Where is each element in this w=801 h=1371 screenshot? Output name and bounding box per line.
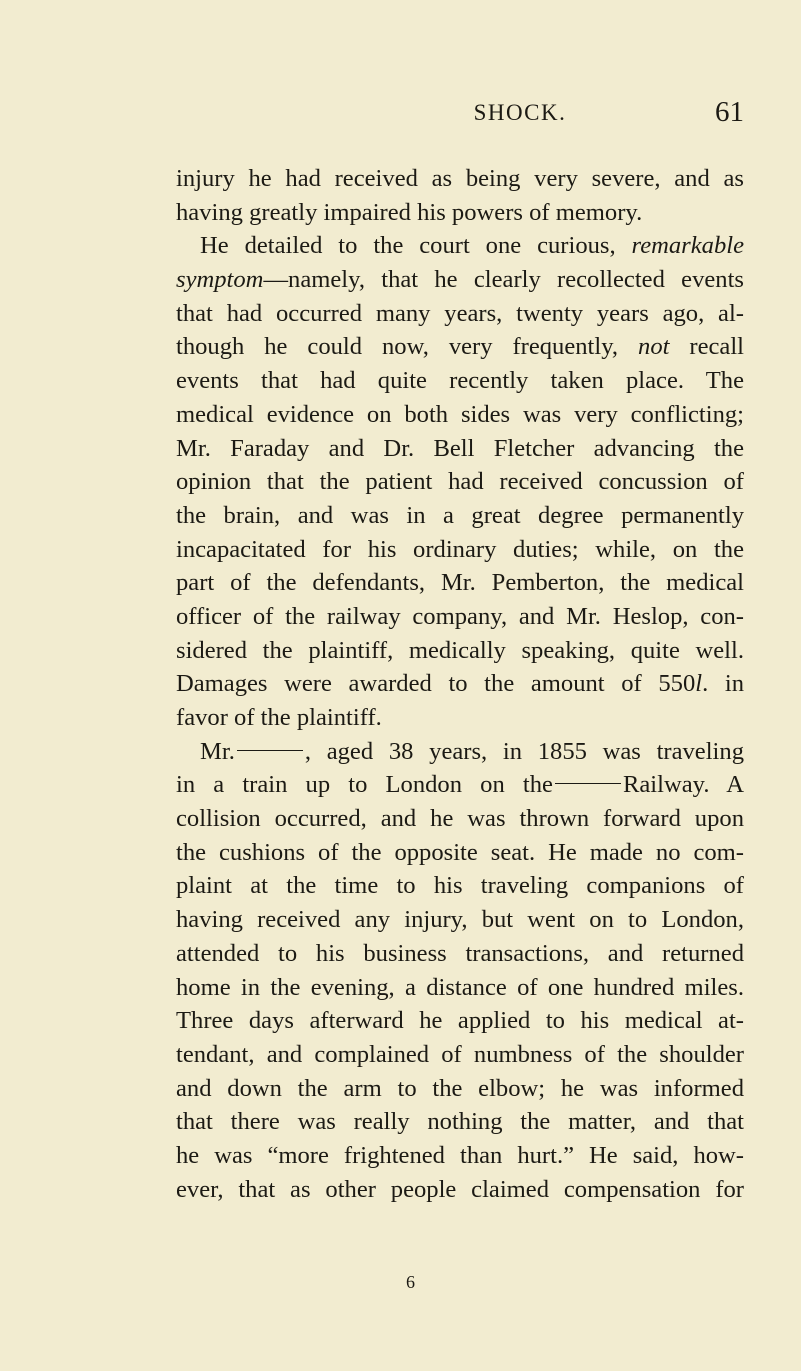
text-line <box>176 330 744 364</box>
text-line <box>176 263 744 297</box>
text-run: having greatly impaired his powers of memory. <box>176 198 643 226</box>
text-line <box>176 533 744 567</box>
text-line <box>176 297 744 331</box>
text-line <box>176 869 744 903</box>
text-line <box>176 735 744 769</box>
body-text <box>176 162 744 1206</box>
text-run: officer of the railway company, and Mr. Heslop, con- <box>176 602 744 630</box>
text-run: attended to his business transactions, and returned <box>176 939 744 967</box>
text-line <box>176 802 744 836</box>
text-run: part of the defendants, Mr. Pemberton, the medical <box>176 569 744 597</box>
text-run: . in <box>702 670 744 698</box>
text-line <box>176 903 744 937</box>
text-line <box>176 566 744 600</box>
text-run: favor of the plaintiff. <box>176 704 382 731</box>
text-run: collision occurred, and he was thrown forward upon <box>176 805 744 833</box>
text-run: though he could now, very frequently, <box>176 333 639 361</box>
text-line <box>176 229 744 263</box>
text-run: opinion that the patient had received concussion of <box>176 468 744 496</box>
text-run: that there was really nothing the matter, and that <box>176 1108 744 1136</box>
text-line <box>176 1038 744 1072</box>
text-line <box>176 364 744 398</box>
emphasis: symptom <box>176 266 264 294</box>
text-run: incapacitated for his ordinary duties; while, on the <box>176 535 744 563</box>
text-run: —namely, that he clearly recollected events <box>263 266 744 294</box>
text-line <box>176 667 744 701</box>
text-line <box>176 432 744 466</box>
text-line <box>176 701 744 735</box>
text-run: sidered the plaintiff, medically speaking, quite well. <box>176 636 744 664</box>
text-line <box>176 196 744 230</box>
emphasis: l <box>695 670 703 698</box>
text-run: tendant, and complained of numbness of the shoulder <box>176 1040 744 1068</box>
blank-dash <box>237 750 303 751</box>
text-line <box>176 1139 744 1173</box>
text-run: in a train up to London on the <box>176 771 553 799</box>
text-run: recall <box>669 333 744 361</box>
text-run: that had occurred many years, twenty years ago, al- <box>176 299 744 327</box>
page-number: 61 <box>715 96 744 128</box>
text-line <box>176 398 744 432</box>
text-run: He detailed to the court one curious, <box>200 232 632 260</box>
text-line <box>176 836 744 870</box>
running-head: SHOCK. <box>473 100 567 125</box>
signature-mark: 6 <box>406 1272 415 1292</box>
text-line <box>176 499 744 533</box>
text-line <box>176 937 744 971</box>
text-line <box>176 1173 744 1207</box>
text-line <box>176 971 744 1005</box>
text-run: Railway. A <box>622 771 745 799</box>
text-run: the brain, and was in a great degree permanently <box>176 501 744 529</box>
text-run: and down the arm to the elbow; he was informed <box>176 1074 744 1102</box>
text-line <box>176 634 744 668</box>
text-run: , aged 38 years, in 1855 was traveling <box>304 737 744 765</box>
text-line <box>176 465 744 499</box>
text-run: Mr. Faraday and Dr. Bell Fletcher advancing the <box>176 434 744 462</box>
text-run: Damages were awarded to the amount of 550 <box>176 670 696 698</box>
text-line <box>176 1105 744 1139</box>
text-line <box>176 1072 744 1106</box>
text-line <box>176 162 744 196</box>
text-run: events that had quite recently taken place. The <box>176 367 744 395</box>
text-run: Three days afterward he applied to his medical at- <box>176 1007 744 1035</box>
text-run: plaint at the time to his traveling companions of <box>176 872 744 900</box>
text-line <box>176 600 744 634</box>
text-run: Mr. <box>200 737 235 765</box>
emphasis: remarkable <box>631 232 744 260</box>
page-header <box>176 96 744 136</box>
text-run: he was “more frightened than hurt.” He said, how- <box>176 1141 744 1169</box>
emphasis: not <box>638 333 670 361</box>
text-run: having received any injury, but went on to London, <box>176 906 744 934</box>
text-run: home in the evening, a distance of one hundred miles. <box>176 973 744 1001</box>
text-line <box>176 1004 744 1038</box>
text-run: ever, that as other people claimed compensation for <box>176 1175 744 1203</box>
text-run: injury he had received as being very severe, and as <box>176 165 744 192</box>
text-line <box>176 768 744 802</box>
text-run: the cushions of the opposite seat. He made no com- <box>176 838 744 866</box>
text-run: medical evidence on both sides was very conflicting; <box>176 400 744 428</box>
blank-dash <box>555 783 621 784</box>
